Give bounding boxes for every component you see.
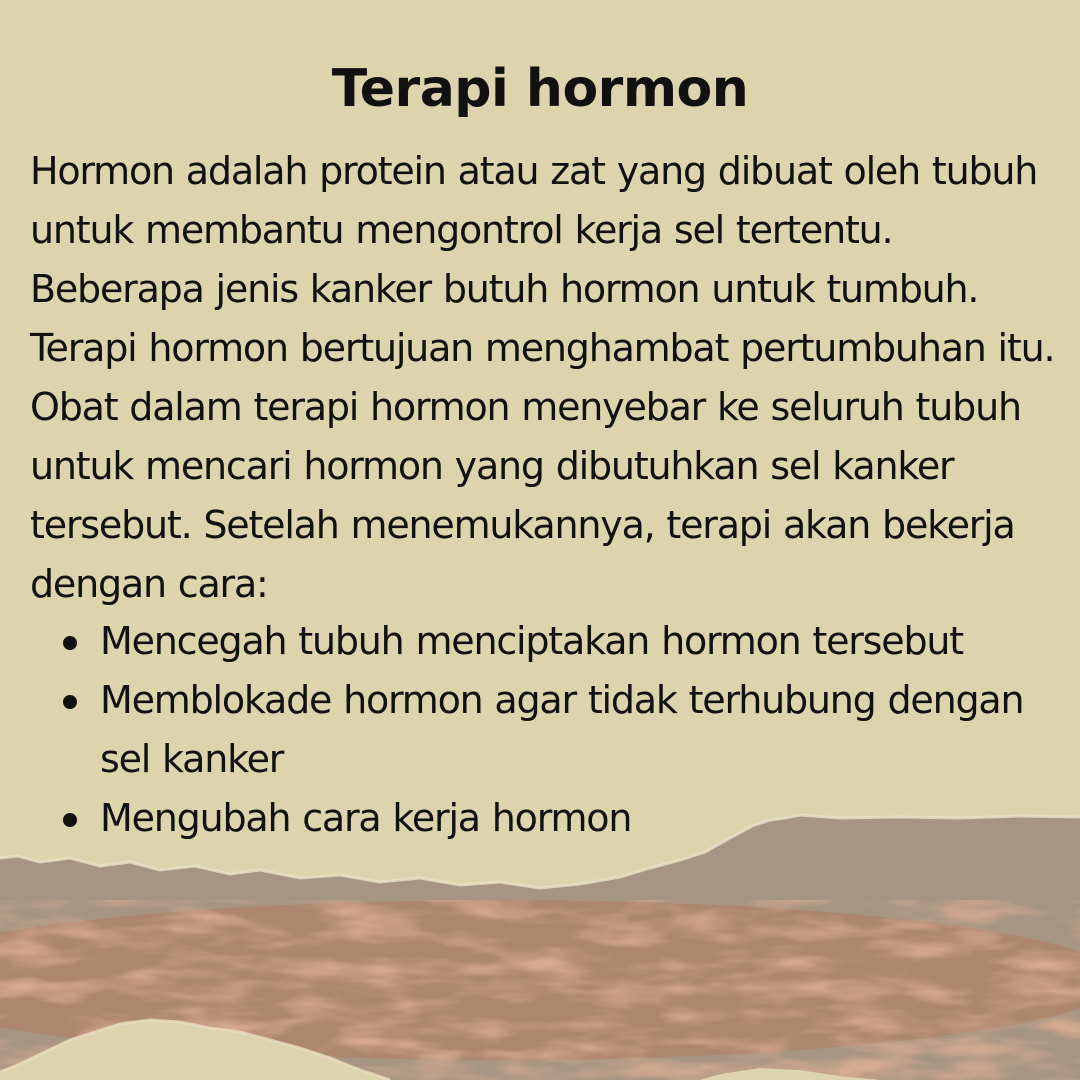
list-item-text: Memblokade hormon agar tidak terhubung dengan sel kanker [100, 678, 1024, 781]
list-item [100, 612, 1060, 671]
list-item [100, 789, 1060, 848]
list-item-text: Mengubah cara kerja hormon [100, 796, 632, 840]
bullet-icon [63, 813, 77, 827]
list-item-text: Mencegah tubuh menciptakan hormon tersebut [100, 619, 963, 663]
method-list [100, 612, 1060, 848]
bullet-icon [63, 636, 77, 650]
bullet-icon [63, 695, 77, 709]
list-item [100, 671, 1060, 789]
page-title: Terapi hormon [331, 59, 749, 119]
intro-paragraph: Hormon adalah protein atau zat yang dibuat oleh tubuh untuk membantu mengontrol kerja sel tertentu. Beberapa jenis kanker butuh hormon untuk tumbuh. Terapi hormon bertujuan menghambat pertumbuhan itu. Obat dalam terapi hormon menyebar ke seluruh tubuh untuk mencari hormon yang dibutuhkan sel kanker tersebut. Setelah menemukannya, terapi akan bekerja dengan cara: [30, 149, 1055, 606]
